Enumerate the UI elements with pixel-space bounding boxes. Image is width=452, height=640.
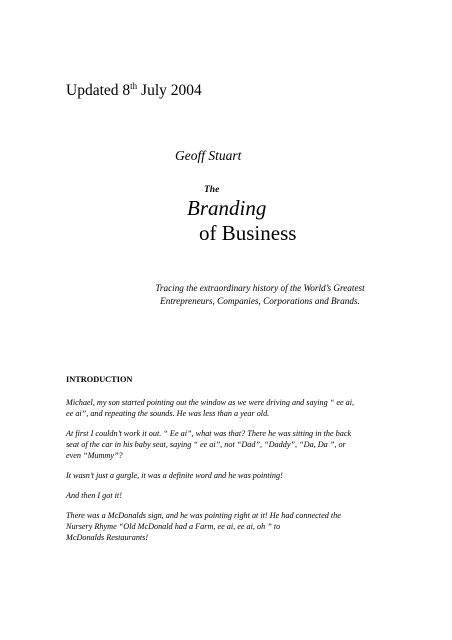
paragraph [66, 428, 351, 461]
paragraph-line: Michael, my son started pointing out the window as we were driving and saying “ ee ai, [66, 398, 355, 407]
paragraph-line: ee ai”, and repeating the sounds. He was less than a year old. [66, 409, 270, 418]
author-name: Geoff Stuart [175, 148, 242, 163]
subtitle-tagline [120, 282, 400, 308]
title-article: The [204, 185, 220, 195]
title-line-2: of Business [199, 221, 297, 245]
title-line-1: Branding [187, 196, 267, 220]
update-date-suffix: July 2004 [137, 82, 202, 99]
tagline-line-1: Tracing the extraordinary history of the World’s Greatest [155, 283, 365, 293]
section-heading: INTRODUCTION [66, 375, 133, 384]
update-date-ordinal: th [130, 80, 138, 91]
paragraph [66, 470, 283, 481]
paragraph [66, 510, 341, 543]
paragraph-line: It wasn’t just a gurgle, it was a definite word and he was pointing! [66, 471, 283, 480]
paragraph-line: Nursery Rhyme “Old McDonald had a Farm, ee ai, ee ai, oh ” to [66, 522, 281, 531]
paragraph-line: McDonalds Restaurants! [66, 533, 149, 542]
paragraph-line: even “Mummy”? [66, 451, 123, 460]
paragraph [66, 490, 122, 501]
paragraph-line: seat of the car in his baby seat, saying “ ee ai”, not “Dad”, “Daddy”, “Da, Da ”, or [66, 440, 346, 449]
paragraph-line: And then I got it! [66, 491, 122, 500]
update-date-prefix: Updated 8 [66, 82, 131, 99]
paragraph-line: There was a McDonalds sign, and he was pointing right at it! He had connected the [66, 511, 341, 520]
paragraph-line: At first I couldn’t work it out. “ Ee ai”, what was that? There he was sitting in the back [66, 429, 352, 438]
paragraph [66, 397, 354, 419]
tagline-line-2: Entrepreneurs, Companies, Corporations and Brands. [160, 296, 360, 306]
update-date [66, 82, 202, 100]
